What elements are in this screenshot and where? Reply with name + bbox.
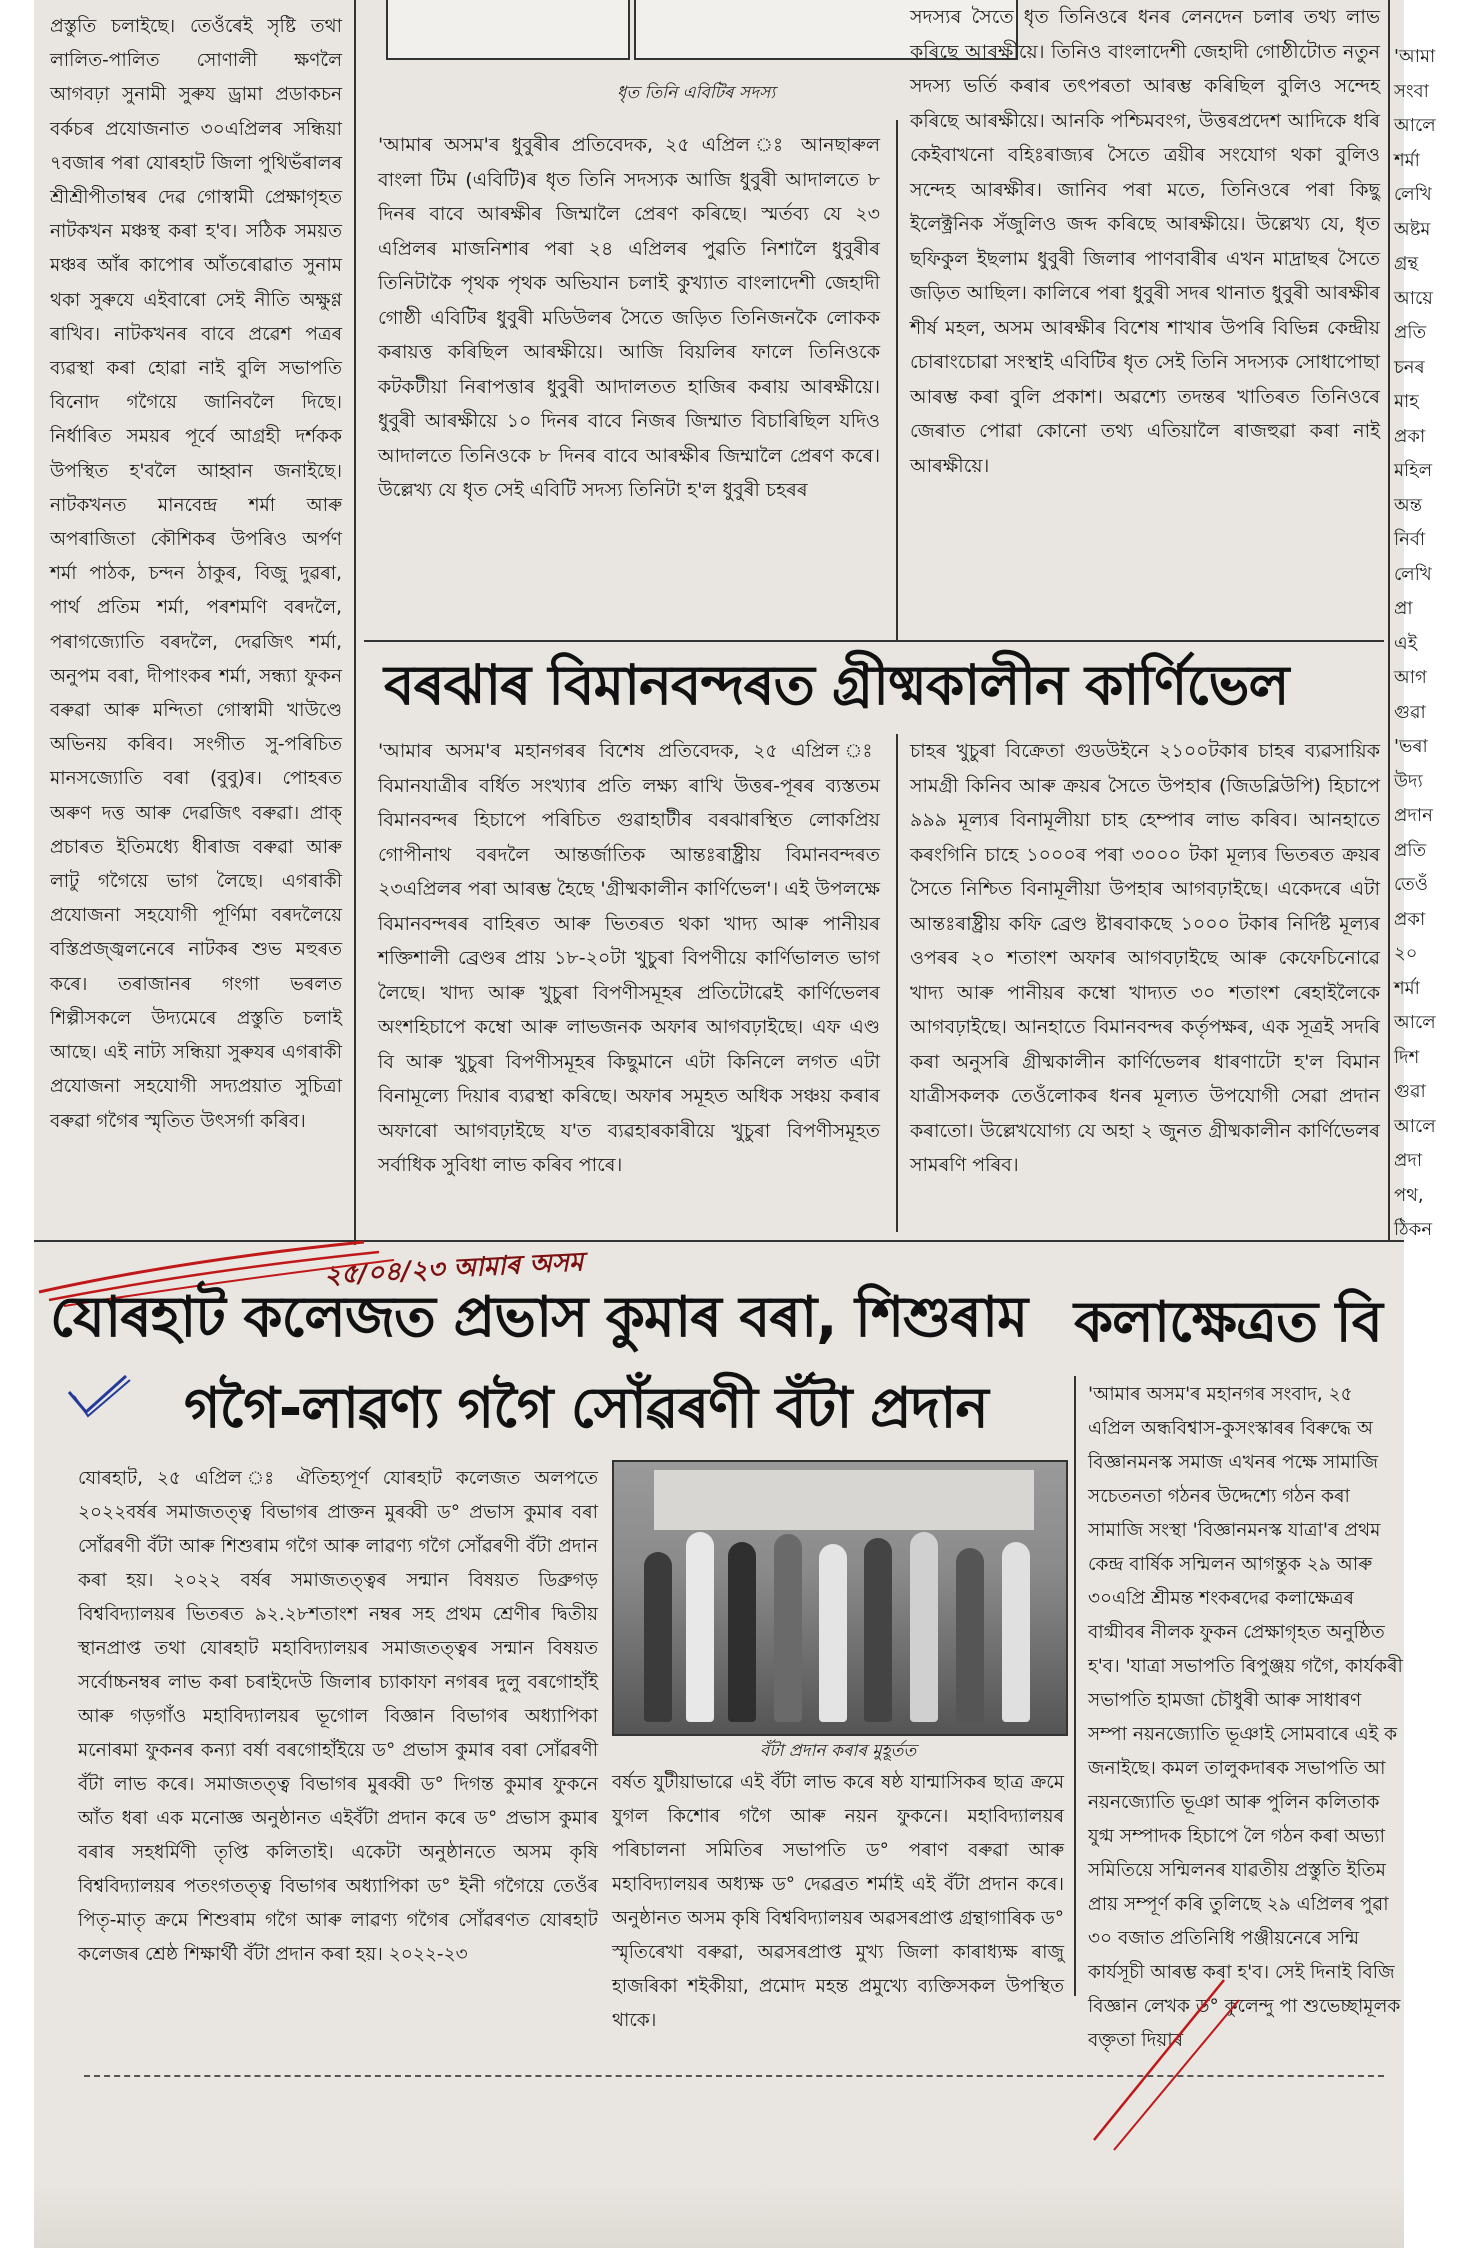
column-divider [896,734,898,1232]
newspaper-clipping [34,0,1436,2248]
article-kalakshetra-body: 'আমাৰ অসম'ৰ মহানগৰ সংবাদ, ২৫ এপ্ৰিল অন্ধবিশ্বাস-কুসংস্কাৰৰ বিৰুদ্ধে অ বিজ্ঞানমনস্ক সমাজ এখনৰ পক্ষে সামাজি সচেতনতা গঠনৰ উদ্দেশ্যে গঠন কৰা সামাজি সংস্থা 'বিজ্ঞানমনস্ক যাত্ৰা'ৰ প্ৰথম কেন্দ্ৰ বাৰ্ষিক সন্মিলন আগন্তুক ২৯ আৰু ৩০এপ্ৰি শ্ৰীমন্ত শংকৰদেৱ কলাক্ষেত্ৰৰ বাগ্মীবৰ নীলক ফুকন প্ৰেক্ষাগৃহত অনুষ্ঠিত হ'ব। 'যাত্ৰা সভাপতি ৰিপুঞ্জয় গগৈ, কাৰ্যকৰী সভাপতি হামজা চৌধুৰী আৰু সাধাৰণ সম্পা নয়নজ্যোতি ভূঞাই সোমবাৰে এই ক জনাইছে। কমল তালুকদাৰক সভাপতি আ নয়নজ্যোতি ভূঞা আৰু পুলিন কলিতাক যুগ্ম সম্পাদক হিচাপে লৈ গঠন কৰা অভ্যা সমিতিয়ে সন্মিলনৰ যাৱতীয় প্ৰস্তুতি ইতিম প্ৰায় সম্পূৰ্ণ কৰি তুলিছে ২৯ এপ্ৰিলৰ পুৱা ৩০ বজাত প্ৰতিনিধি পঞ্জীয়নেৰে সন্মি কাৰ্যসূচী আৰম্ভ কৰা হ'ব। সেই দিনাই বিজি বিজ্ঞান লেখক ড° কুলেন্দু পা শুভেচ্ছামূলক বক্তৃতা দিয়াৰ [1088,1384,1403,2051]
person-figure [819,1544,847,1722]
photo-caption-award: বঁটা প্ৰদান কৰাৰ মুহূৰ্তত [759,1741,917,1761]
person-figure [728,1542,756,1722]
person-figure [910,1532,938,1722]
red-ink-underline [1074,1960,1254,2160]
right-edge-column: 'আমা সংবা আলে শৰ্মা লেখি অষ্টম গ্ৰন্থ আয়ে প্ৰতি চনৰ মাহ প্ৰকা মহিল অন্ত নিৰ্বা লেখি প্ৰা এই আগ গুৱা 'ভৰা উদ্য প্ৰদান প্ৰতি তেওঁ প্ৰকা ২০ শৰ্মা আলে দিশ গুৱা আলে প্ৰদা পথ, ঠিকন [1394,46,1436,1240]
headline-rule [364,640,1384,642]
person-figure [644,1552,672,1722]
bottom-fold-shadow [34,2180,1404,2248]
bottom-dashed-rule [84,2075,1384,2077]
photo-banner [654,1470,1034,1530]
blue-check-mark [64,1370,134,1420]
article-carnival-body-left: 'আমাৰ অসম'ৰ মহানগৰৰ বিশেষ প্ৰতিবেদক, ২৫ এপ্ৰিল ঃ বিমানযাত্ৰীৰ বৰ্ধিত সংখ্যাৰ প্ৰতি লক্ষ্য ৰাখি উত্তৰ-পূৰৰ ব্যস্ততম বিমানবন্দৰ হিচাপে পৰিচিত গুৱাহাটীৰ বৰঝাৰস্থিত লোকপ্ৰিয় গোপীনাথ বৰদলৈ আন্তৰ্জাতিক আন্তঃৰাষ্ট্ৰীয় বিমানবন্দৰত ২৩এপ্ৰিলৰ পৰা আৰম্ভ হৈছে 'গ্ৰীষ্মকালীন কাৰ্ণিভেল'। এই উপলক্ষে বিমানবন্দৰৰ বাহিৰত আৰু ভিতৰত থকা খাদ্য আৰু পানীয়ৰ শক্তিশালী ব্ৰেণ্ডৰ প্ৰায় ১৮-২০টা খুচুৰা বিপণীয়ে কাৰ্ণিভালত ভাগ লৈছে। খাদ্য আৰু খুচুৰা বিপণীসমূহৰ প্ৰতিটোৱেই কাৰ্ণিভেলৰ অংশহিচাপে কম্বো আৰু লাভজনক অফাৰ আগবঢ়াইছে। এফ এণ্ড বি আৰু খুচুৰা বিপণীসমূহৰ কিছুমানে এটা কিনিলে লগত এটা বিনামূল্যে দিয়াৰ ব্যৱস্থা কৰিছে। অফাৰ সমূহত অধিক সঞ্চয় কৰাৰ অফাৰো আগবঢ়াইছে য'ত ব্যৱহাৰকাৰীয়ে খুচুৰা বিপণীসমূহত সৰ্বাধিক সুবিধা লাভ কৰিব পাৰে। [378,740,880,1176]
top-photo-left [386,0,630,60]
person-figure [774,1534,802,1722]
award-ceremony-photo [612,1460,1068,1736]
kalakshetra-headline: কলাক্ষেত্ৰত বি [1074,1290,1382,1355]
person-figure [864,1538,892,1722]
photo-caption-abt: ধৃত তিনি এবিটিৰ সদস্য [616,83,776,103]
person-figure [956,1548,984,1722]
jorhat-headline-line2: গগৈ-লাৱণ্য গগৈ সোঁৱৰণী বঁটা প্ৰদান [184,1376,988,1441]
jorhat-headline-line1: যোৰহাট কলেজত প্ৰভাস কুমাৰ বৰা, শিশুৰাম [50,1285,1028,1350]
column-divider [896,120,898,640]
article-jorhat-body-left: যোৰহাট, ২৫ এপ্ৰিল ঃ ঐতিহ্যপূৰ্ণ যোৰহাট কলেজত অলপতে ২০২২বৰ্ষৰ সমাজতত্ত্ব বিভাগৰ প্ৰাক্তন মুৰব্বী ড° প্ৰভাস কুমাৰ বৰা সোঁৱৰণী বঁটা আৰু শিশুৰাম গগৈ আৰু লাৱণ্য গগৈ সোঁৱৰণী বঁটা প্ৰদান কৰা হয়। ২০২২ বৰ্ষৰ সমাজতত্ত্বৰ সন্মান বিষয়ত ডিব্ৰুগড় বিশ্ববিদ্যালয়ৰ ভিতৰত ৯২.২৮শতাংশ নম্বৰ সহ প্ৰথম শ্ৰেণীৰ দ্বিতীয় স্থানপ্ৰাপ্ত তথা যোৰহাট মহাবিদ্যালয়ৰ সমাজতত্ত্বৰ সন্মান বিষয়ত সৰ্বোচ্চনম্বৰ লাভ কৰা চৰাইদেউ জিলাৰ চ্যাকাফা নগৰৰ দুলু বৰগোহাঁই আৰু গড়গাঁও মহাবিদ্যালয়ৰ ভূগোল বিজ্ঞান বিভাগৰ অধ্যাপিকা মনোৰমা ফুকনৰ কন্যা বৰ্ষা বৰগোহাঁইয়ে ড° প্ৰভাস কুমাৰ বৰা সোঁৱৰণী বঁটা লাভ কৰে। সমাজতত্ত্ব বিভাগৰ মুৰব্বী ড° দিগন্ত কুমাৰ ফুকনে আঁত ধৰা এক মনোজ্ঞ অনুষ্ঠানত এইবঁটা প্ৰদান কৰে ড° প্ৰভাস কুমাৰ বৰাৰ সহধৰ্মিণী তৃপ্তি কলিতাই। একেটা অনুষ্ঠানতে অসম কৃষি বিশ্ববিদ্যালয়ৰ পতংগতত্ত্ব বিভাগৰ অধ্যাপিকা ড° ইনী গগৈয়ে তেওঁৰ পিতৃ-মাতৃ ক্ৰমে শিশুৰাম গগৈ আৰু লাৱণ্য গগৈৰ সোঁৱৰণত যোৰহাট কলেজৰ শ্ৰেষ্ঠ শিক্ষাৰ্থী বঁটা প্ৰদান কৰা হয়। ২০২২-২৩ [78,1468,598,1965]
article-abt-body-right: সদস্যৰ সৈতে ধৃত তিনিওৰে ধনৰ লেনদেন চলাৰ তথ্য লাভ কৰিছে আৰক্ষীয়ে। তিনিও বাংলাদেশী জেহাদী গোষ্ঠীটোত নতুন সদস্য ভৰ্তি কৰাৰ তৎপৰতা আৰম্ভ কৰিছিল বুলিও সন্দেহ কৰিছে আৰক্ষীয়ে। আনকি পশ্চিমবংগ, উত্তৰপ্ৰদেশ আদিকে ধৰি কেইবাখনো বহিঃৰাজ্যৰ সৈতে ত্ৰয়ীৰ সংযোগ থকা বুলিও সন্দেহ আৰক্ষীৰ। জানিব পৰা মতে, তিনিওৰে পৰা কিছু ইলেক্ট্ৰনিক সঁজুলিও জব্দ কৰিছে আৰক্ষীয়ে। উল্লেখ্য যে, ধৃত ছফিকুল ইছলাম ধুবুৰী জিলাৰ পাণবাৰীৰ এখন মাদ্ৰাছৰ সৈতে জড়িত আছিল। কালিৰে পৰা ধুবুৰী সদৰ থানাত ধুবুৰী আৰক্ষীৰ শীৰ্ষ মহল, অসম আৰক্ষীৰ বিশেষ শাখাৰ উপৰি বিভিন্ন কেন্দ্ৰীয় চোৰাংচোৱা সংস্থাই এবিটিৰ ধৃত সেই তিনি সদস্যক সোধাপোছা আৰম্ভ কৰা বুলি প্ৰকাশ। অৱশ্যে তদন্তৰ খাতিৰত তিনিওৰে জেৰাত পোৱা কোনো তথ্য এতিয়ালৈ ৰাজহুৱা কৰা নাই আৰক্ষীয়ে। [910,6,1380,477]
left-column-text: প্ৰস্তুতি চলাইছে। তেওঁৰেই সৃষ্টি তথা লালিত-পালিত সোণালী ক্ষণলৈ আগবঢ়া সুনামী সুৰুয ড্ৰামা প্ৰডাকচন বৰ্কচৰ প্ৰযোজনাত ৩০এপ্ৰিলৰ সন্ধিয়া ৭বজাৰ পৰা যোৰহাট জিলা পুথিভঁৰালৰ শ্ৰীশ্ৰীপীতাম্বৰ দেৱ গোস্বামী প্ৰেক্ষাগৃহত নাটকখন মঞ্চস্থ কৰা হ'ব। সঠিক সময়ত মঞ্চৰ আঁৰ কাপোৰ আঁতৰোৱাত সুনাম থকা সুৰুযে এইবাৰো সেই নীতি অক্ষুণ্ণ ৰাখিব। নাটকখনৰ বাবে প্ৰৱেশ পত্ৰৰ ব্যৱস্থা কৰা হোৱা নাই বুলি সভাপতি বিনোদ গগৈয়ে জানিবলৈ দিছে। নিৰ্ধাৰিত সময়ৰ পূৰ্বে আগ্ৰহী দৰ্শকক উপস্থিত হ'বলৈ আহ্বান জনাইছে। নাটকখনত মানবেন্দ্ৰ শৰ্মা আৰু অপৰাজিতা কৌশিকৰ উপৰিও অৰ্পণ শৰ্মা পাঠক, চন্দন ঠাকুৰ, বিজু দুৱৰা, পাৰ্থ প্ৰতিম শৰ্মা, পৰশমণি বৰদলৈ, পৰাগজ্যোতি বৰদলৈ, দেৱজিৎ শৰ্মা, অনুপম বৰা, দীপাংকৰ শৰ্মা, সন্ধ্যা ফুকন বৰুৱা আৰু মন্দিতা গোস্বামী খাউণ্ডে অভিনয় কৰিব। সংগীত সু-পৰিচিত মানসজ্যোতি বৰা (বুবু)ৰ। পোহৰত অৰুণ দত্ত আৰু দেৱজিৎ বৰুৱা। প্ৰাক্ প্ৰচাৰত ইতিমধ্যে ধীৰাজ বৰুৱা আৰু লাটু গগৈয়ে ভাগ লৈছে। এগৰাকী প্ৰযোজনা সহযোগী পূৰ্ণিমা বৰদলৈয়ে বস্তিপ্ৰজ্জ্বলনেৰে নাটকৰ শুভ মহুৰত কৰে। তৰাজানৰ গংগা ভৰলত শিল্পীসকলে উদ্যমেৰে প্ৰস্তুতি চলাই আছে। এই নাট্য সন্ধিয়া সুৰুযৰ এগৰাকী প্ৰযোজনা সহযোগী সদ্যপ্ৰয়াত সুচিত্ৰা বৰুৱা গগৈৰ স্মৃতিত উৎসৰ্গা কৰিব। [50,16,342,1132]
person-figure [1002,1542,1030,1722]
handwritten-date-note: ২৫/০৪/২৩ আমাৰ অসম [323,1247,585,1291]
article-jorhat-body-right: বৰ্ষত যুটীয়াভাৱে এই বঁটা লাভ কৰে ষষ্ঠ যান্মাসিকৰ ছাত্ৰ ক্ৰমে যুগল কিশোৰ গগৈ আৰু নয়ন ফুকনে। মহাবিদ্যালয়ৰ পৰিচালনা সমিতিৰ সভাপতি ড° পৰাণ বৰুৱা আৰু মহাবিদ্যালয়ৰ অধ্যক্ষ ড° দেৱব্ৰত শৰ্মাই এই বঁটা প্ৰদান কৰে। অনুষ্ঠানত অসম কৃষি বিশ্ববিদ্যালয়ৰ অৱসৰপ্ৰাপ্ত গ্ৰন্থাগাৰিক ড° স্মৃতিৰেখা বৰুৱা, অৱসৰপ্ৰাপ্ত মুখ্য জিলা কাৰাধ্যক্ষ ৰাজু হাজৰিকা শইকীয়া, প্ৰমোদ মহন্ত প্ৰমুখ্যে ব্যক্তিসকল উপস্থিত থাকে। [612,1772,1064,2031]
article-abt-body-left: 'আমাৰ অসম'ৰ ধুবুৰীৰ প্ৰতিবেদক, ২৫ এপ্ৰিল ঃ আনছাৰুল বাংলা টিম (এবিটি)ৰ ধৃত তিনি সদস্যক আজি ধুবুৰী আদালতে ৮ দিনৰ বাবে আৰক্ষীৰ জিম্মালৈ প্ৰেৰণ কৰিছে। স্মৰ্তব্য যে ২৩ এপ্ৰিলৰ মাজনিশাৰ পৰা ২৪ এপ্ৰিলৰ পুৱতি নিশালৈ ধুবুৰীৰ তিনিটাকৈ পৃথক পৃথক অভিযান চলাই কুখ্যাত বাংলাদেশী জেহাদী গোষ্ঠী এবিটিৰ ধুবুৰী মডিউলৰ সৈতে জড়িত তিনিজনকৈ লোকক কৰায়ত্ত কৰিছিল আৰক্ষীয়ে। আজি বিয়লিৰ ফালে তিনিওকে কটকটীয়া নিৰাপত্তাৰ ধুবুৰী আদালতত হাজিৰ কৰায় আৰক্ষীয়ে। ধুবুৰী আৰক্ষীয়ে ১০ দিনৰ বাবে নিজৰ জিম্মাত বিচাৰিছিল যদিও আদালতে তিনিওকে ৮ দিনৰ বাবে আৰক্ষীৰ জিম্মালৈ প্ৰেৰণ কৰে। উল্লেখ্য যে ধৃত সেই এবিটি সদস্য তিনিটা হ'ল ধুবুৰী চহৰৰ [378,134,880,501]
carnival-headline: বৰঝাৰ বিমানবন্দৰত গ্ৰীষ্মকালীন কাৰ্ণিভেল [384,653,1289,717]
column-divider [1388,0,1390,1240]
person-figure [686,1532,714,1722]
article-carnival-body-right: চাহৰ খুচুৰা বিক্ৰেতা গুডউইনে ২১০০টকাৰ চাহৰ ব্যৱসায়িক সামগ্ৰী কিনিব আৰু ক্ৰয়ৰ সৈতে উপহাৰ (জিডব্লিউপি) হিচাপে ৯৯৯ মূল্যৰ বিনামূলীয়া চাহ হেম্পাৰ লাভ কৰিব। আনহাতে কৰংগিনি চাহে ১০০০ৰ পৰা ৩০০০ টকা মূল্যৰ ভিতৰত ক্ৰয়ৰ সৈতে নিশ্চিত বিনামূলীয়া উপহাৰ আগবঢ়াইছে। একেদৰে এটা আন্তঃৰাষ্ট্ৰীয় কফি ব্ৰেণ্ড ষ্টাৰবাকছে ১০০০ টকাৰ নিৰ্দিষ্ট মূল্যৰ ওপৰৰ ২০ শতাংশ অফাৰ আগবঢ়াইছে আৰু কেফেচিনোৱে খাদ্য আৰু পানীয়ৰ কম্বো খাদ্যত ৩০ শতাংশ ৰেহাইলৈকে আগবঢ়াইছে। আনহাতে বিমানবন্দৰ কৰ্তৃপক্ষৰ, এক সূত্ৰই সদৰি কৰা অনুসৰি গ্ৰীষ্মকালীন কাৰ্ণিভেলৰ ধাৰণাটো হ'ল বিমান যাত্ৰীসকলক তেওঁলোকৰ ধনৰ মূল্যত উপযোগী সেৱা প্ৰদান কৰাতো। উল্লেখযোগ্য যে অহা ২ জুনত গ্ৰীষ্মকালীন কাৰ্ণিভেলৰ সামৰণি পৰিব। [910,740,1380,1176]
column-divider [1074,1376,1076,1996]
